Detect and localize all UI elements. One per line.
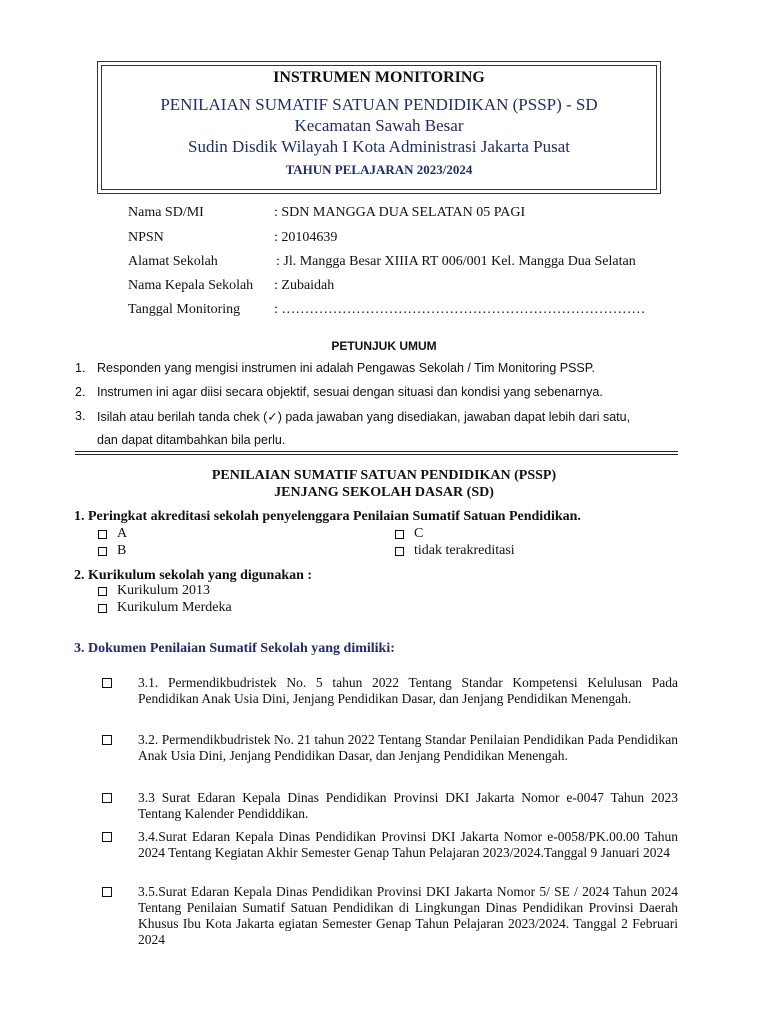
office-name: Sudin Disdik Wilayah I Kota Administrasi Jakarta Pusat (188, 137, 570, 156)
identity-label: Nama Kepala Sekolah (128, 278, 254, 293)
section-title: PENILAIAN SUMATIF SATUAN PENDIDIKAN (PSSP) (211, 468, 557, 483)
option-c[interactable] (395, 526, 423, 542)
checkbox-icon[interactable] (395, 530, 404, 539)
checkbox-icon[interactable] (98, 587, 107, 596)
document-text: 3.2. Permendikbudristek No. 21 tahun 2022 Tentang Standar Penilaian Pendidikan Pada Pendidikan Anak Usia Dini, Jenjang Pendidikan Dasar, dan Jenjang Pendidikan Menengah. (138, 732, 678, 763)
option-not-accredited[interactable] (395, 543, 515, 559)
header-box (97, 61, 661, 194)
academic-year: TAHUN PELAJARAN 2023/2024 (285, 162, 473, 177)
identity-value: : SDN MANGGA DUA SELATAN 05 PAGI (274, 205, 526, 220)
section-subtitle: JENJANG SEKOLAH DASAR (SD) (274, 485, 494, 500)
checkbox-icon[interactable] (98, 530, 107, 539)
document-text: 3.5.Surat Edaran Kepala Dinas Pendidikan Provinsi DKI Jakarta Nomor 5/ SE / 2024 Tahun 2024 Tentang Penilaian Sumatif Satuan Pendidikan di Lingkungan Dinas Pendidikan Provinsi Daerah Khusus Ibu Kota Jakarta egiatan Semester Genap Tahun Pelajaran 2023/2024. Tanggal 2 Februari 2024 (138, 884, 678, 947)
instruction-text: Isilah atau berilah tanda chek (✓) pada jawaban yang disediakan, jawaban dapat lebih dari satu, (97, 410, 631, 424)
identity-value: : Jl. Mangga Besar XIIIA RT 006/001 Kel. Mangga Dua Selatan (276, 254, 636, 269)
document-text: 3.3 Surat Edaran Kepala Dinas Pendidikan Provinsi DKI Jakarta Nomor e-0047 Tahun 2023 Tentang Kalender Pendiddikan. (138, 790, 678, 821)
identity-label: Nama SD/MI (128, 205, 204, 220)
instruction-text: Responden yang mengisi instrumen ini adalah Pengawas Sekolah / Tim Monitoring PSSP. (97, 361, 595, 375)
identity-label: Alamat Sekolah (128, 254, 218, 269)
option-a[interactable] (98, 526, 127, 542)
checkbox-icon[interactable] (98, 547, 107, 556)
instruction-number: 3. (75, 409, 86, 423)
identity-value: : …………………………………………………………………… (274, 302, 646, 317)
document-subtitle: PENILAIAN SUMATIF SATUAN PENDIDIKAN (PSSP) - SD (160, 95, 598, 114)
option-b[interactable] (98, 543, 126, 559)
identity-label: Tanggal Monitoring (128, 302, 241, 317)
identity-label: NPSN (128, 230, 164, 245)
instructions-title: PETUNJUK UMUM (331, 339, 437, 353)
document-title: INSTRUMEN MONITORING (273, 69, 485, 86)
instruction-text: Instrumen ini agar diisi secara objektif, sesuai dengan situasi dan kondisi yang sebenarnya. (97, 385, 603, 399)
identity-value: : Zubaidah (274, 278, 335, 293)
option-label: Kurikulum 2013 (117, 583, 210, 598)
instruction-number: 1. (75, 361, 86, 375)
checkbox-icon[interactable] (102, 678, 112, 688)
checkbox-icon[interactable] (395, 547, 404, 556)
divider-line (75, 454, 678, 455)
district-name: Kecamatan Sawah Besar (294, 116, 464, 135)
checkbox-icon[interactable] (102, 832, 112, 842)
option-label: A (117, 526, 128, 541)
instruction-number: 2. (75, 385, 86, 399)
option-label: B (117, 543, 127, 558)
divider-line (75, 451, 678, 452)
identity-value: : 20104639 (274, 230, 338, 245)
option-label: tidak terakreditasi (414, 543, 515, 558)
checkbox-icon[interactable] (98, 604, 107, 613)
option-label: Kurikulum Merdeka (117, 600, 232, 615)
document-text: 3.1. Permendikbudristek No. 5 tahun 2022 Tentang Standar Kompetensi Kelulusan Pada Pendidikan Anak Usia Dini, Jenjang Pendidikan Dasar, dan Jenjang Pendidikan Menengah. (138, 675, 678, 706)
question-1-title: 1. Peringkat akreditasi sekolah penyelenggara Penilaian Sumatif Satuan Pendidikan. (74, 509, 581, 524)
instruction-text: dan dapat ditambahkan bila perlu. (97, 433, 286, 447)
checkbox-icon[interactable] (102, 735, 112, 745)
option-kurikulum-2013[interactable] (98, 583, 210, 599)
option-label: C (414, 526, 424, 541)
header-inner-border (101, 65, 657, 190)
option-kurikulum-merdeka[interactable] (98, 600, 232, 616)
document-text: 3.4.Surat Edaran Kepala Dinas Pendidikan Provinsi DKI Jakarta Nomor e-0058/PK.00.00 Tahun 2024 Tentang Kegiatan Akhir Semester Genap Tahun Pelajaran 2023/2024.Tanggal 9 Januari 2024 (138, 829, 678, 860)
checkbox-icon[interactable] (102, 887, 112, 897)
checkbox-icon[interactable] (102, 793, 112, 803)
question-3-title: 3. Dokumen Penilaian Sumatif Sekolah yang dimiliki: (74, 641, 395, 656)
question-2-title: 2. Kurikulum sekolah yang digunakan : (74, 568, 313, 583)
